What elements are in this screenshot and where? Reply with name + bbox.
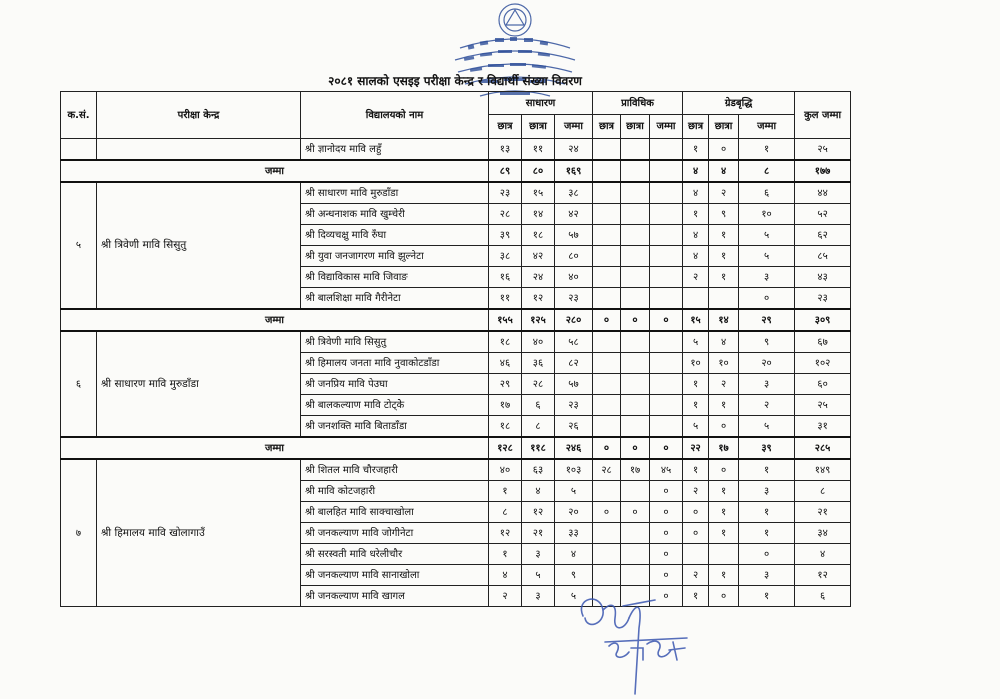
cell	[593, 331, 621, 353]
cell: ३३	[555, 523, 593, 544]
cell: २३	[555, 288, 593, 310]
cell: २३	[489, 182, 522, 204]
school-name: श्री बालकल्याण मावि टोट्केे	[301, 395, 489, 416]
cell	[650, 288, 683, 310]
total-label: जम्मा	[61, 160, 489, 182]
cell	[593, 182, 621, 204]
cell	[650, 353, 683, 374]
center-sn: ७	[61, 459, 97, 607]
cell	[593, 565, 621, 586]
cell: ५७	[555, 374, 593, 395]
cell: ३९	[739, 437, 795, 459]
cell: १५५	[489, 309, 522, 331]
cell: २८	[489, 204, 522, 225]
page-title: २०८१ सालको एसइइ परीक्षा केन्द्र र विद्यार्थी संख्या विवरण	[328, 74, 582, 88]
cell: १५	[522, 182, 555, 204]
header-sn: क.सं.	[61, 92, 97, 139]
cell	[593, 353, 621, 374]
cell	[621, 225, 650, 246]
cell	[621, 160, 650, 182]
cell: ०	[650, 437, 683, 459]
cell: २५	[795, 395, 851, 416]
cell: ५	[683, 331, 709, 353]
cell	[650, 395, 683, 416]
cell: १	[739, 586, 795, 607]
table-row	[61, 139, 851, 161]
header-sum: जम्मा	[739, 115, 795, 139]
cell: ४०	[555, 267, 593, 288]
cell: १०२	[795, 353, 851, 374]
cell: ११८	[522, 437, 555, 459]
cell: २	[709, 182, 739, 204]
cell: २	[683, 267, 709, 288]
cell: २१	[795, 502, 851, 523]
cell: १८	[489, 331, 522, 353]
center-name: श्री हिमालय मावि खोलागाउँ	[97, 459, 301, 607]
cell: १	[709, 267, 739, 288]
cell: ६	[795, 586, 851, 607]
cell: १	[683, 395, 709, 416]
header-grade: ग्रेडबृद्धि	[683, 92, 795, 115]
header-school: विद्यालयको नाम	[301, 92, 489, 139]
cell	[621, 374, 650, 395]
cell: २८	[522, 374, 555, 395]
cell: ०	[650, 309, 683, 331]
school-name: श्री मावि कोटजहारी	[301, 481, 489, 502]
school-name: श्री जनकल्याण मावि सानाखोला	[301, 565, 489, 586]
school-name: श्री अन्धनाशक मावि खुम्चेरी	[301, 204, 489, 225]
cell	[593, 288, 621, 310]
cell: ०	[593, 502, 621, 523]
center-name: श्री त्रिवेणी मावि सिसुतु	[97, 182, 301, 309]
cell	[621, 523, 650, 544]
cell: १	[683, 586, 709, 607]
school-name: श्री त्रिवेणी मावि सिसुतु	[301, 331, 489, 353]
cell	[593, 204, 621, 225]
cell	[621, 204, 650, 225]
cell	[621, 565, 650, 586]
cell: ३	[739, 565, 795, 586]
cell	[593, 139, 621, 161]
cell	[650, 139, 683, 161]
header-sum: जम्मा	[650, 115, 683, 139]
cell: २८०	[555, 309, 593, 331]
cell: ४४	[795, 182, 851, 204]
cell: ९	[555, 565, 593, 586]
cell	[621, 395, 650, 416]
cell: ०	[709, 459, 739, 481]
school-name: श्री दिव्यचक्षु मावि रुँघा	[301, 225, 489, 246]
cell: १२	[522, 288, 555, 310]
school-name: श्री शितल मावि चौरजहारी	[301, 459, 489, 481]
cell: १२	[489, 523, 522, 544]
cell	[593, 523, 621, 544]
cell: ५	[739, 225, 795, 246]
cell	[621, 481, 650, 502]
cell: ४	[683, 246, 709, 267]
cell	[650, 267, 683, 288]
school-name: श्री जनकल्याण मावि जोगीनेटा	[301, 523, 489, 544]
cell: ०	[683, 502, 709, 523]
cell	[650, 331, 683, 353]
cell: १४	[522, 204, 555, 225]
cell: २५	[795, 139, 851, 161]
cell: १	[739, 523, 795, 544]
cell	[650, 225, 683, 246]
cell: ४२	[555, 204, 593, 225]
cell: २०	[555, 502, 593, 523]
cell: २	[683, 481, 709, 502]
school-name: श्री हिमालय जनता मावि नुवाकोटडाँडा	[301, 353, 489, 374]
cell: ३१	[795, 416, 851, 438]
cell: ४६	[489, 353, 522, 374]
cell: ४	[489, 565, 522, 586]
cell: १६९	[555, 160, 593, 182]
cell: १०	[683, 353, 709, 374]
cell: ३	[739, 267, 795, 288]
cell: ६७	[795, 331, 851, 353]
cell: ४	[683, 225, 709, 246]
header-boys: छात्र	[683, 115, 709, 139]
cell: २	[489, 586, 522, 607]
cell	[621, 288, 650, 310]
cell: १	[709, 246, 739, 267]
cell: २४	[555, 139, 593, 161]
total-row	[61, 160, 851, 182]
cell: ०	[593, 437, 621, 459]
cell: २६	[555, 416, 593, 438]
cell: २८५	[795, 437, 851, 459]
school-name: श्री युवा जनजागरण मावि झुल्नेटा	[301, 246, 489, 267]
cell	[593, 160, 621, 182]
table-row	[61, 459, 851, 481]
cell	[593, 481, 621, 502]
header-general: साधारण	[489, 92, 593, 115]
cell: १०३	[555, 459, 593, 481]
cell	[683, 288, 709, 310]
cell: ०	[709, 139, 739, 161]
cell: ११	[522, 139, 555, 161]
cell	[709, 288, 739, 310]
cell: १	[709, 225, 739, 246]
cell: ८	[739, 160, 795, 182]
cell: १५	[683, 309, 709, 331]
total-row	[61, 309, 851, 331]
cell: १४	[709, 309, 739, 331]
cell	[621, 544, 650, 565]
table-row	[61, 182, 851, 204]
cell: २९	[739, 309, 795, 331]
cell: ८५	[795, 246, 851, 267]
cell: ३	[522, 544, 555, 565]
cell: २३	[795, 288, 851, 310]
header-technical: प्राविधिक	[593, 92, 683, 115]
cell: ४०	[489, 459, 522, 481]
cell	[621, 139, 650, 161]
cell	[593, 544, 621, 565]
header-girls: छात्रा	[522, 115, 555, 139]
cell	[621, 353, 650, 374]
cell: ४	[709, 331, 739, 353]
cell: ३४	[795, 523, 851, 544]
cell: १	[683, 204, 709, 225]
cell: २	[739, 395, 795, 416]
cell	[650, 416, 683, 438]
cell: ५८	[555, 331, 593, 353]
cell: ०	[650, 586, 683, 607]
cell: ४०	[522, 331, 555, 353]
header-girls: छात्रा	[709, 115, 739, 139]
cell: ६२	[795, 225, 851, 246]
cell: २	[683, 565, 709, 586]
cell	[621, 246, 650, 267]
cell	[621, 331, 650, 353]
school-name: श्री साधारण मावि मुरुडाँडा	[301, 182, 489, 204]
cell: १	[489, 544, 522, 565]
cell: २१	[522, 523, 555, 544]
cell: ५२	[795, 204, 851, 225]
cell: ६३	[522, 459, 555, 481]
cell: ८९	[489, 160, 522, 182]
cell: १६	[489, 267, 522, 288]
school-name: श्री सरस्वती मावि धरेलीचौर	[301, 544, 489, 565]
school-name: श्री जनकल्याण मावि खागल	[301, 586, 489, 607]
cell: ३८	[555, 182, 593, 204]
school-name: श्री ज्ञानोदय मावि लहुँ	[301, 139, 489, 161]
cell: ८	[795, 481, 851, 502]
exam-center-table	[60, 91, 851, 607]
cell: ४	[683, 160, 709, 182]
cell	[650, 160, 683, 182]
cell: ०	[739, 288, 795, 310]
cell: २४	[522, 267, 555, 288]
cell: ५	[522, 565, 555, 586]
cell: ४५	[650, 459, 683, 481]
cell: १३	[489, 139, 522, 161]
cell: ४	[795, 544, 851, 565]
cell: ८०	[522, 160, 555, 182]
header-girls: छात्रा	[621, 115, 650, 139]
cell: १८	[489, 416, 522, 438]
cell: १२५	[522, 309, 555, 331]
cell: ६०	[795, 374, 851, 395]
cell: १	[683, 459, 709, 481]
cell: ०	[621, 437, 650, 459]
cell: ०	[650, 502, 683, 523]
cell: १	[739, 459, 795, 481]
cell: १	[709, 523, 739, 544]
cell: ०	[650, 544, 683, 565]
cell: ९	[739, 331, 795, 353]
cell	[650, 182, 683, 204]
cell	[683, 544, 709, 565]
cell: १२८	[489, 437, 522, 459]
cell: २४६	[555, 437, 593, 459]
cell	[650, 374, 683, 395]
cell: ३	[739, 481, 795, 502]
cell	[650, 204, 683, 225]
center-name: श्री साधारण मावि मुरुडाँडा	[97, 331, 301, 437]
cell: १	[683, 139, 709, 161]
cell: १	[709, 395, 739, 416]
cell	[593, 267, 621, 288]
total-label: जम्मा	[61, 437, 489, 459]
cell: ६	[739, 182, 795, 204]
cell: २	[709, 374, 739, 395]
cell: १७	[621, 459, 650, 481]
table-row	[61, 331, 851, 353]
cell	[593, 395, 621, 416]
cell	[621, 182, 650, 204]
school-name: श्री जनप्रिय मावि पेउघा	[301, 374, 489, 395]
cell: १८	[522, 225, 555, 246]
cell: ३८	[489, 246, 522, 267]
total-row	[61, 437, 851, 459]
cell: १०	[739, 204, 795, 225]
cell: ४२	[522, 246, 555, 267]
cell	[621, 267, 650, 288]
center-sn: ६	[61, 331, 97, 437]
school-name: श्री जनशक्ति मावि बिताडाँडा	[301, 416, 489, 438]
cell: ५	[739, 416, 795, 438]
cell: ४	[683, 182, 709, 204]
header-sum: जम्मा	[555, 115, 593, 139]
signature-mark	[565, 588, 705, 696]
cell: २८	[593, 459, 621, 481]
cell: १७	[489, 395, 522, 416]
school-name: श्री विद्याविकास मावि जिवाङ	[301, 267, 489, 288]
cell: ५	[555, 481, 593, 502]
cell: १	[683, 374, 709, 395]
cell: १	[709, 481, 739, 502]
cell: ०	[683, 523, 709, 544]
cell: ३९	[489, 225, 522, 246]
cell	[621, 416, 650, 438]
header-boys: छात्र	[489, 115, 522, 139]
cell: ४	[555, 544, 593, 565]
cell: १२	[795, 565, 851, 586]
cell: १२	[522, 502, 555, 523]
cell: ८०	[555, 246, 593, 267]
cell	[593, 416, 621, 438]
cell: ९	[709, 204, 739, 225]
cell: ५७	[555, 225, 593, 246]
header-center: परीक्षा केन्द्र	[97, 92, 301, 139]
cell: १	[709, 502, 739, 523]
cell: ४	[522, 481, 555, 502]
cell: १	[489, 481, 522, 502]
center-sn: ५	[61, 182, 97, 309]
cell: ३	[739, 374, 795, 395]
cell: ०	[650, 481, 683, 502]
cell: ३६	[522, 353, 555, 374]
cell: ५	[739, 246, 795, 267]
cell: ०	[650, 523, 683, 544]
cell: ५	[683, 416, 709, 438]
cell: ०	[709, 416, 739, 438]
cell: ३	[522, 586, 555, 607]
cell: २०	[739, 353, 795, 374]
cell	[650, 246, 683, 267]
cell: २९	[489, 374, 522, 395]
cell: १७	[709, 437, 739, 459]
cell: ४३	[795, 267, 851, 288]
cell: ११	[489, 288, 522, 310]
cell: ६	[522, 395, 555, 416]
cell: ०	[709, 586, 739, 607]
school-name: श्री बालशिक्षा मावि गैरीनेटा	[301, 288, 489, 310]
cell: ०	[650, 565, 683, 586]
cell: २२	[683, 437, 709, 459]
cell: १७७	[795, 160, 851, 182]
cell: १	[709, 565, 739, 586]
cell: ०	[621, 309, 650, 331]
cell: ८	[489, 502, 522, 523]
cell: १	[739, 502, 795, 523]
cell: ५	[555, 586, 593, 607]
header-boys: छात्र	[593, 115, 621, 139]
cell: ४	[709, 160, 739, 182]
cell: ०	[621, 502, 650, 523]
cell: ३०९	[795, 309, 851, 331]
cell: ०	[739, 544, 795, 565]
cell: ०	[593, 309, 621, 331]
header-total: कुल जम्मा	[795, 92, 851, 139]
cell: ८२	[555, 353, 593, 374]
cell	[593, 246, 621, 267]
cell	[593, 374, 621, 395]
cell	[709, 544, 739, 565]
total-label: जम्मा	[61, 309, 489, 331]
cell: १०	[709, 353, 739, 374]
cell: १४९	[795, 459, 851, 481]
cell: २३	[555, 395, 593, 416]
cell: १	[739, 139, 795, 161]
cell: ८	[522, 416, 555, 438]
school-name: श्री बालहित मावि साक्चाखोला	[301, 502, 489, 523]
cell	[593, 225, 621, 246]
